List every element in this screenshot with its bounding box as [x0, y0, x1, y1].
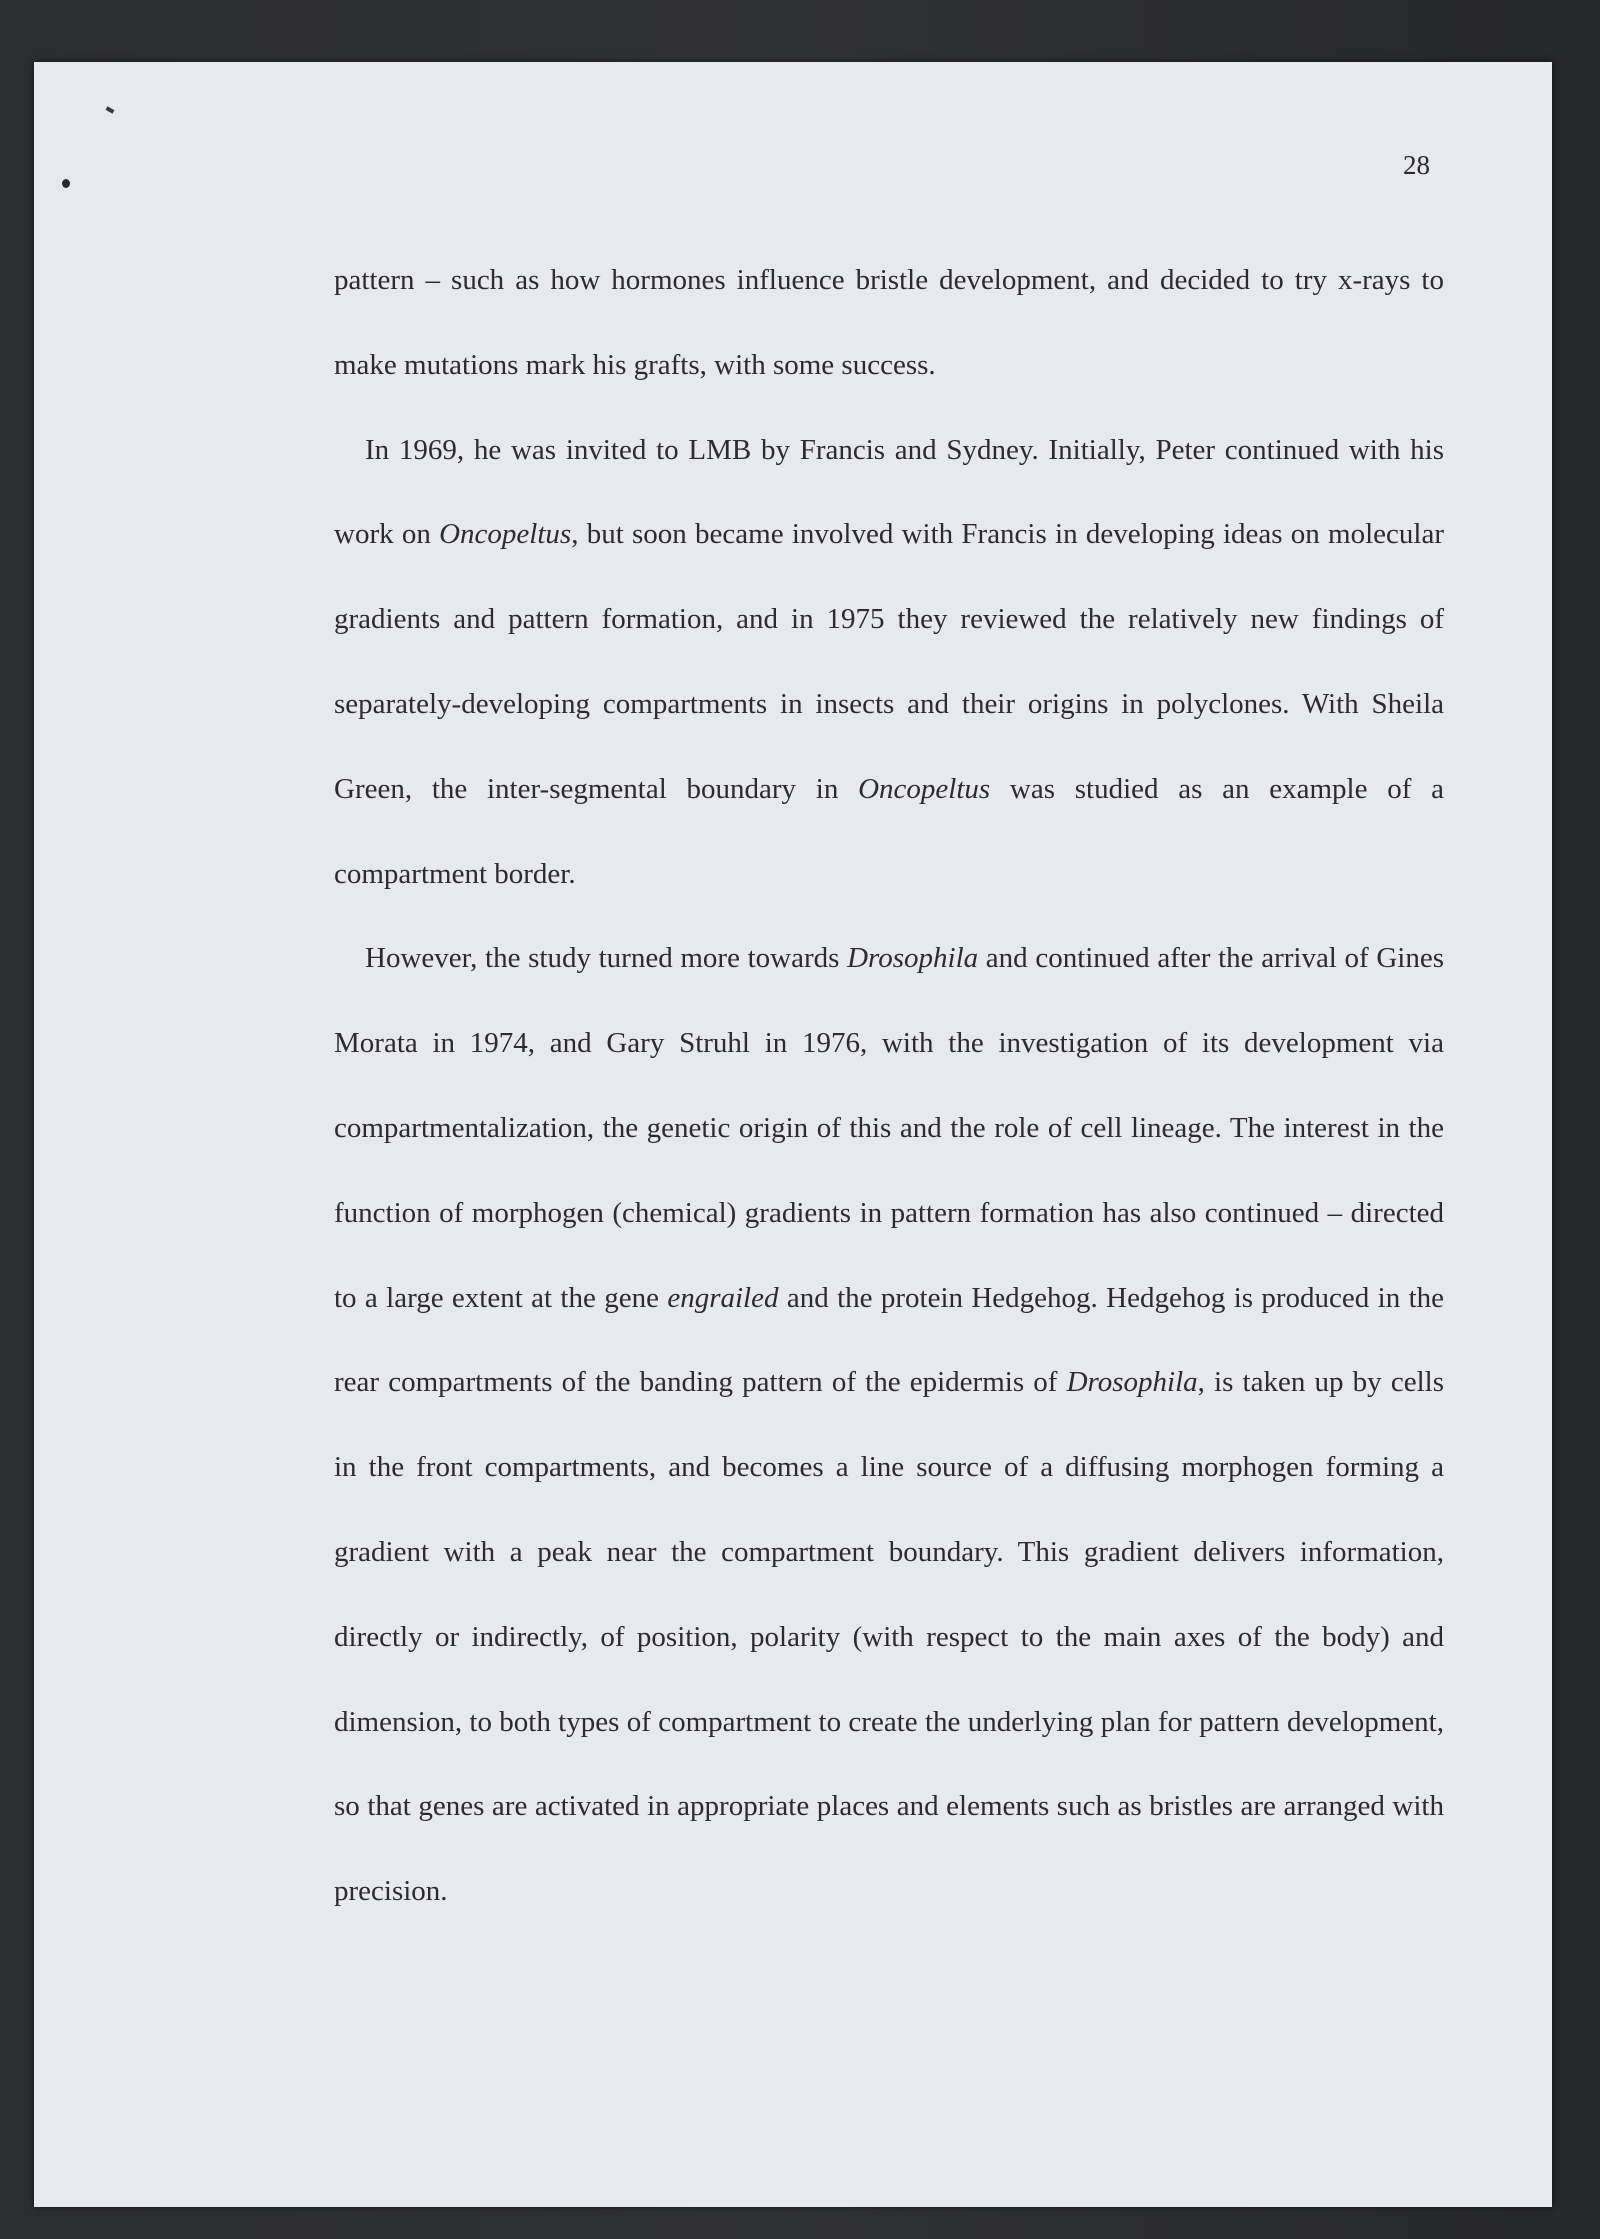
paragraph-3-segment: , is taken up by cells in the front compartments, and becomes a line source of a diffusing morphogen forming a gradient with a peak near the compartment boundary. This gradient delivers information, directly or indirectly, of position, polarity (with respect to the main axes of the body) and dimension, to both types of compartment to create the underlying plan for pattern development, so that genes are activated in appropriate places and elements such as bristles are arranged with precision.: [334, 1366, 1444, 1908]
species-name: Drosophila: [1066, 1366, 1198, 1399]
body-text: [334, 238, 1444, 1934]
paragraph-3-segment: and the protein Hedgehog. Hedgehog is produced in the rear compartments of the banding pattern of the epidermis of: [334, 1281, 1444, 1399]
gene-name: engrailed: [667, 1281, 779, 1314]
paragraph-3-segment: However, the study turned more towards: [365, 942, 848, 975]
paragraph-2-segment: , but soon became involved with Francis in developing ideas on molecular gradients and pattern formation, and in 1975 they reviewed the relatively new findings of separately-developing compartments in insects and their origins in polyclones. With Sheila Green, the inter-segmental boundary in: [334, 518, 1444, 805]
page-number: 28: [1403, 150, 1430, 180]
paragraph-1: [334, 238, 1444, 408]
paragraph-3: [334, 916, 1444, 1934]
species-name: Oncopeltus: [858, 772, 991, 805]
paragraph-3-segment: and continued after the arrival of Gines Morata in 1974, and Gary Struhl in 1976, with the investigation of its development via compartmentalization, the genetic origin of this and the role of cell lineage. The interest in the function of morphogen (chemical) gradients in pattern formation has also continued – directed to a large extent at the gene: [334, 942, 1444, 1314]
paragraph-2: [334, 408, 1444, 917]
species-name: Oncopeltus: [439, 518, 572, 551]
paragraph-2-segment: In 1969, he was invited to LMB by Francis and Sydney. Initially, Peter continued with his work on: [334, 433, 1444, 551]
punch-hole-mark: [62, 179, 70, 188]
paragraph-2-segment: was studied as an example of a compartment border.: [334, 772, 1444, 890]
paragraph-1-segment: pattern – such as how hormones influence bristle development, and decided to try x-rays to make mutations mark his grafts, with some success.: [334, 264, 1444, 381]
species-name: Drosophila: [847, 942, 979, 975]
